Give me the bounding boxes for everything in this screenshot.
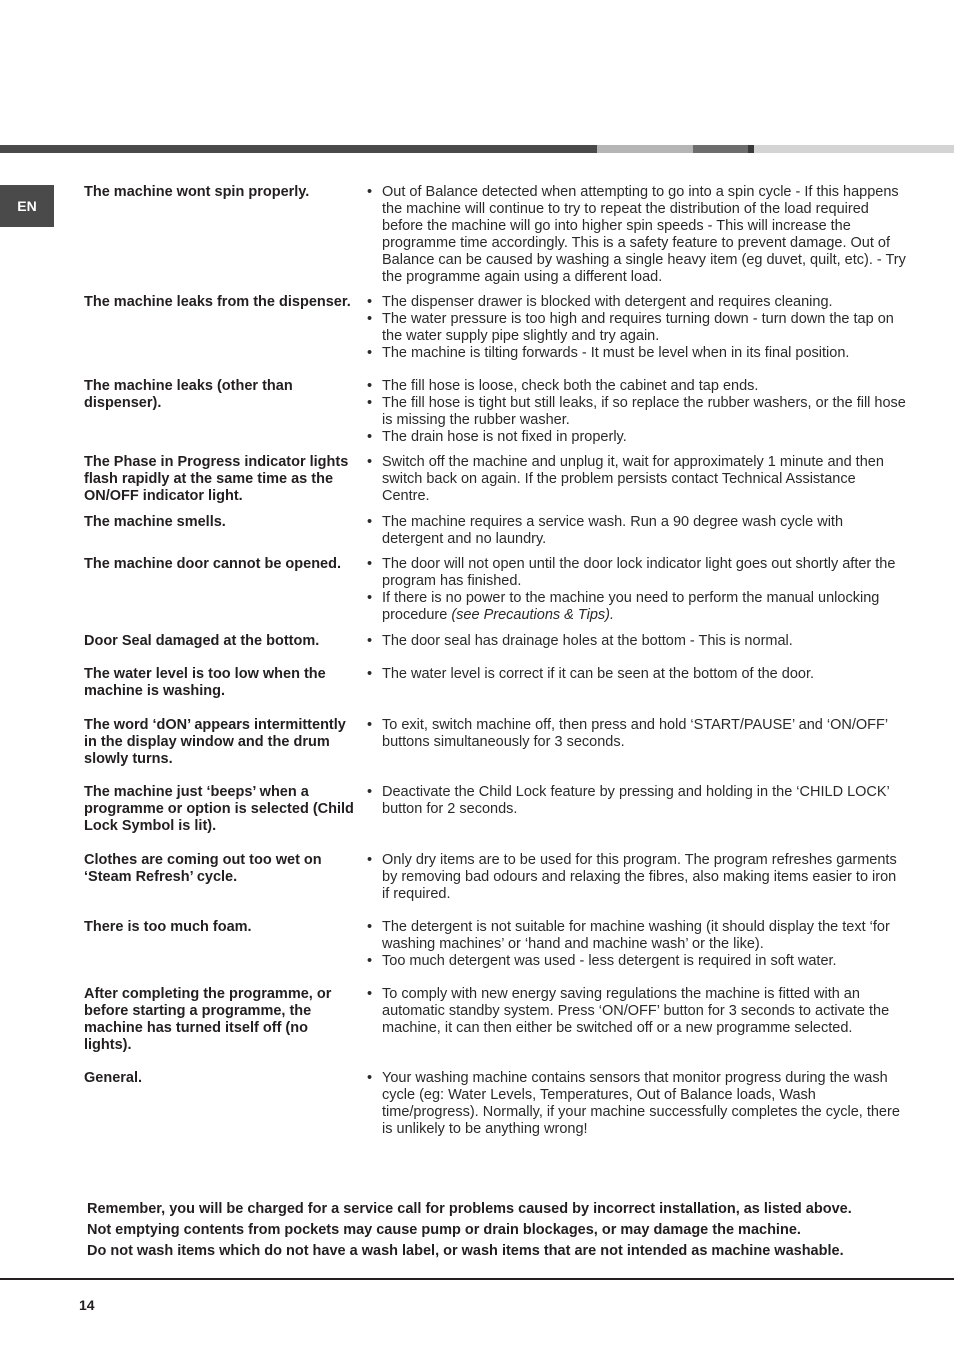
solution-item: • Your washing machine contains sensors that monitor progress during the wash cycle (eg: Water Levels, Temperatures, Out of Balance loads, Wash time/progress). Normally, if your machine successfully completes the cycle, there is unlikely to be anything wrong! [366,1070,906,1138]
solution-item: • The drain hose is not fixed in properly. [366,429,906,446]
problem-text: The machine door cannot be opened. [84,556,341,572]
service-call-notice [87,1199,927,1262]
problem-text: There is too much foam. [84,919,252,935]
header-bar-dark [0,145,597,153]
problem-text: The machine leaks from the dispenser. [84,294,351,310]
solution-item: • The water level is correct if it can be seen at the bottom of the door. [366,666,906,683]
solution-item: • To comply with new energy saving regulations the machine is fitted with an automatic standby system. Press ‘ON/OFF’ button for 3 seconds to activate the machine, it can then either be switched off or a new programme selected. [366,986,906,1037]
solution-text: If there is no power to the machine you need to perform the manual unlocking procedure [382,590,880,623]
solution-item: • The fill hose is tight but still leaks, if so replace the rubber washers, or the fill hose is missing the rubber washer. [366,395,906,429]
solution-list [366,378,906,446]
see-precautions-reference: (see Precautions & Tips). [451,607,614,623]
problem-text: The machine smells. [84,514,226,530]
solution-list [366,1070,906,1138]
solution-list [366,556,906,624]
solution-list [366,633,906,650]
problem-text: The word ‘dON’ appears intermittently in the display window and the drum slowly turns. [84,717,346,767]
problem-text: The Phase in Progress indicator lights flash rapidly at the same time as the ON/OFF indicator light. [84,454,349,504]
problem-text: Door Seal damaged at the bottom. [84,633,320,649]
problem-text: The machine just ‘beeps’ when a programme or option is selected (Child Lock Symbol is lit). [84,784,354,834]
solution-item: • The door will not open until the door lock indicator light goes out shortly after the program has finished. [366,556,906,590]
solution-item: • The detergent is not suitable for machine washing (it should display the text ‘for washing machines’ or ‘hand and machine wash’ or the like). [366,919,906,953]
solution-item: • The door seal has drainage holes at the bottom - This is normal. [366,633,906,650]
solution-list [366,717,906,751]
solution-list [366,852,906,903]
solution-item: • Out of Balance detected when attempting to go into a spin cycle - If this happens the machine will continue to try to repeat the distribution of the load required before the machine will go into higher spin speeds - This will increase the programme time accordingly. This is a safety feature to prevent damage. Out of Balance can be caused by washing a single heavy item (eg duvet, quilt, etc). - Try the programme again using a different load. [366,184,906,286]
problem-text: The machine leaks (other than dispenser). [84,378,293,411]
solution-item: • The machine is tilting forwards - It must be level when in its final position. [366,345,906,362]
footer-divider [0,1278,954,1280]
solution-item: • Only dry items are to be used for this program. The program refreshes garments by removing bad odours and relaxing the fibres, also making items easier to iron if required. [366,852,906,903]
solution-list [366,784,906,818]
page-number: 14 [79,1297,95,1313]
solution-item: • Too much detergent was used - less detergent is required in soft water. [366,953,906,970]
problem-text: The machine wont spin properly. [84,184,310,200]
solution-item: • The fill hose is loose, check both the cabinet and tap ends. [366,378,906,395]
header-bar-light [597,145,693,153]
solution-item [366,590,906,624]
problem-text: General. [84,1070,143,1086]
notice-line: Remember, you will be charged for a service call for problems caused by incorrect installation, as listed above. [87,1201,852,1217]
solution-list [366,986,906,1037]
problem-text: Clothes are coming out too wet on ‘Steam Refresh’ cycle. [84,852,322,885]
solution-list [366,919,906,970]
solution-item: • Deactivate the Child Lock feature by pressing and holding in the ‘CHILD LOCK’ button for 2 seconds. [366,784,906,818]
language-tab: EN [0,185,54,227]
notice-line: Not emptying contents from pockets may cause pump or drain blockages, or may damage the machine. [87,1222,801,1238]
solution-item: • To exit, switch machine off, then press and hold ‘START/PAUSE’ and ‘ON/OFF’ buttons simultaneously for 3 seconds. [366,717,906,751]
problem-text: The water level is too low when the machine is washing. [84,666,326,699]
notice-line: Do not wash items which do not have a wash label, or wash items that are not intended as machine washable. [87,1243,844,1259]
solution-item: • Switch off the machine and unplug it, wait for approximately 1 minute and then switch back on again. If the problem persists contact Technical Assistance Centre. [366,454,906,505]
solution-item: • The water pressure is too high and requires turning down - turn down the tap on the water supply pipe slightly and try again. [366,311,906,345]
solution-list [366,454,906,505]
solution-item: • The dispenser drawer is blocked with detergent and requires cleaning. [366,294,906,311]
problem-text: After completing the programme, or before starting a programme, the machine has turned itself off (no lights). [84,986,332,1053]
solution-list [366,666,906,683]
header-bar-pale [754,145,954,153]
solution-list [366,294,906,362]
solution-list [366,184,906,286]
solution-item: • The machine requires a service wash. Run a 90 degree wash cycle with detergent and no laundry. [366,514,906,548]
solution-list [366,514,906,548]
header-bar-mid [693,145,748,153]
